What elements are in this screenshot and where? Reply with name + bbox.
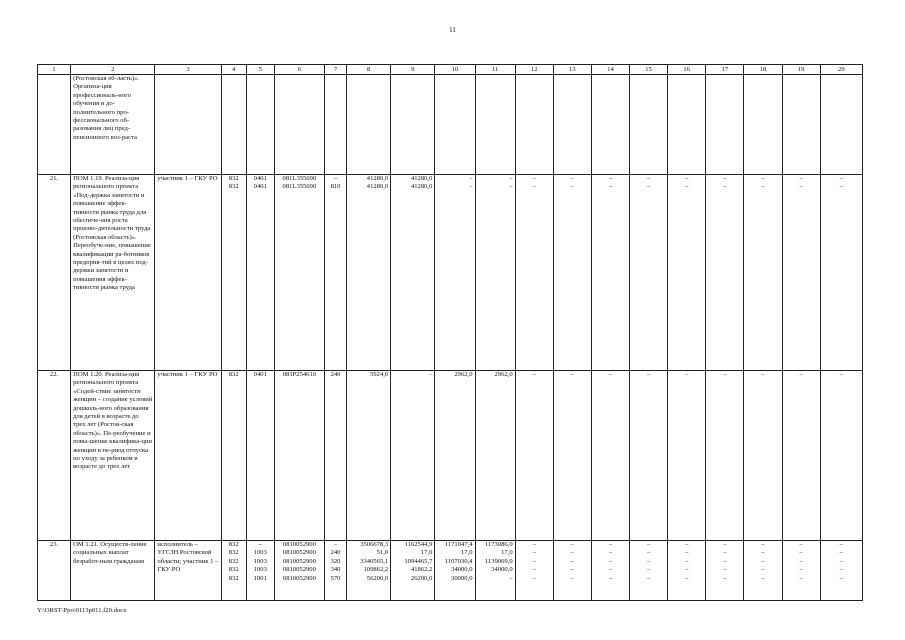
cell-value: 109862,2 [363,566,389,574]
cell-c6 [274,175,324,371]
cell-c8 [347,541,391,601]
cell-value: 1003 [253,557,267,565]
cell-value: – [839,574,843,582]
cell-value: – [685,183,689,191]
cell-c7 [324,371,346,541]
cell-c6 [274,75,324,175]
cell-value: 832 [228,566,239,574]
cell-c15 [630,541,668,601]
cell-c7 [324,541,346,601]
cell-value: – [761,566,765,574]
cell-c10 [435,75,475,175]
cell-c5 [246,541,274,601]
column-header: 5 [246,65,274,75]
cell-c17 [706,371,744,541]
cell-value: – [608,541,613,548]
cell-value: – [532,175,536,182]
cell-value: 081P254610 [282,371,317,378]
row-number: 22. [38,371,71,541]
cell-value: – [723,183,727,191]
cell-c10 [435,175,475,371]
page-number: 11 [449,26,456,34]
cell-c19 [782,175,820,371]
column-header: 18 [744,65,782,75]
column-header: 11 [475,65,515,75]
cell-c11 [475,371,515,541]
cell-value: – [839,371,843,378]
cell-value: – [333,541,338,548]
cell-value: – [646,574,651,582]
cell-c11 [475,175,515,371]
cell-value: 1001 [253,574,267,582]
cell-c6 [274,371,324,541]
cell-value: – [799,549,803,557]
executor: участник 1 – ГКУ РО [155,175,221,371]
cell-value: 1162544,9 [404,541,433,548]
column-header: 15 [630,65,668,75]
cell-value: – [429,371,433,378]
cell-value: 1107030,4 [444,557,473,565]
column-header: 16 [668,65,706,75]
cell-value: – [761,541,765,548]
cell-c13 [553,75,591,175]
cell-c11 [475,541,515,601]
cell-value: – [570,183,574,191]
cell-value: – [839,183,843,191]
cell-c8 [347,371,391,541]
cell-value: 2962,0 [494,371,513,378]
cell-c16 [668,541,706,601]
cell-c10 [435,541,475,601]
cell-value: 30000,0 [451,574,473,582]
measure-name: (Ростовская об-ласть)». Организа-ция профессиональ-ного обучения и до-полнительного про-фессионального об-разования лиц пред-пенсионного воз-раста [71,75,155,175]
header-row [38,65,863,75]
cell-value: 1173086,0 [484,541,513,548]
cell-value: 1171047,4 [444,541,473,548]
cell-value: – [723,566,727,574]
cell-c17 [706,175,744,371]
cell-value: – [570,175,574,182]
cell-value: 810 [330,183,341,191]
cell-value: – [509,175,513,182]
cell-value: – [608,574,613,582]
cell-c16 [668,175,706,371]
table-row [38,541,863,601]
measure-name: ОМ 1.21. Осуществ-ление социальных выплат безработ-ным гражданам [71,541,155,601]
column-header: 8 [347,65,391,75]
cell-value: – [761,549,765,557]
cell-value: 320 [330,557,341,565]
cell-c13 [553,175,591,371]
cell-c12 [515,175,553,371]
cell-value: – [723,549,727,557]
cell-value: – [685,549,689,557]
cell-value: 240 [330,371,341,378]
table-row [38,175,863,371]
cell-value: – [839,549,843,557]
cell-c15 [630,75,668,175]
cell-value: 41280,0 [410,175,433,182]
cell-c13 [553,371,591,541]
column-header: 9 [391,65,435,75]
cell-value: 832 [228,574,239,582]
cell-value: – [469,183,473,191]
cell-value: 0810052900 [282,574,316,582]
cell-value: – [532,541,536,548]
column-header: 7 [324,65,346,75]
cell-c20 [820,75,862,175]
cell-value: 570 [330,574,341,582]
cell-value: 081L355690 [282,183,317,191]
cell-value: 17,0 [501,549,513,557]
cell-c7 [324,75,346,175]
cell-c5 [246,175,274,371]
cell-value: 0401 [253,371,267,378]
cell-value: – [761,574,765,582]
cell-value: 832 [228,549,239,557]
cell-value: 56200,0 [366,574,389,582]
cell-value: 832 [228,175,239,182]
cell-value: – [646,549,651,557]
cell-value: – [532,557,536,565]
cell-value: – [532,371,536,378]
measure-name: ПОМ 1.19. Реализа-ция регионального проекта «Под-держка занятости и повышение эффек-тивности рынка труда для обеспече-ния роста произво-дительности труда (Ростовская область)». Переобуче-ние, повышение квалификации ра-ботников предприя-тий в целях под-держки занятости и повышения эффек-тивности рынка труда [71,175,155,371]
executor: участник 1 – ГКУ РО [155,371,221,541]
column-header: 17 [706,65,744,75]
cell-value: 41280,0 [366,175,389,182]
cell-value: – [799,183,803,191]
cell-value: 51,0 [376,549,389,557]
cell-value: – [761,371,765,378]
cell-c10 [435,371,475,541]
cell-c12 [515,541,553,601]
cell-value: – [469,175,473,182]
cell-value: – [646,175,651,182]
cell-value: 41862,2 [410,566,433,574]
cell-c4 [221,541,246,601]
cell-value: 1003 [253,566,267,574]
cell-c5 [246,371,274,541]
cell-value: – [839,541,843,548]
cell-value: – [608,175,613,182]
cell-c8 [347,175,391,371]
cell-c19 [782,75,820,175]
cell-c20 [820,175,862,371]
cell-value: – [570,566,574,574]
table-row [38,371,863,541]
cell-value: – [532,183,536,191]
cell-value: – [608,371,613,378]
cell-c9 [391,541,435,601]
cell-value: – [532,566,536,574]
cell-value: 832 [228,541,239,548]
budget-table [37,64,863,601]
cell-c11 [475,75,515,175]
cell-value: – [570,371,574,378]
row-number: 23. [38,541,71,601]
cell-value: 0810052900 [282,549,316,557]
cell-c16 [668,371,706,541]
cell-value: – [839,175,843,182]
cell-value: – [799,566,803,574]
cell-c20 [820,541,862,601]
column-header: 14 [591,65,629,75]
cell-c18 [744,541,782,601]
executor [155,75,221,175]
cell-value: – [608,549,613,557]
cell-value: 340 [330,566,341,574]
column-header: 3 [155,65,221,75]
cell-c18 [744,75,782,175]
cell-value: 0810052900 [282,557,316,565]
column-header: 6 [274,65,324,75]
cell-value: – [570,574,574,582]
cell-c18 [744,371,782,541]
cell-value: 17,0 [460,549,473,557]
cell-value: – [685,175,689,182]
cell-c9 [391,75,435,175]
cell-value: 5924,0 [370,371,389,378]
cell-value: – [799,541,803,548]
cell-c7 [324,175,346,371]
cell-c8 [347,75,391,175]
cell-c15 [630,175,668,371]
cell-value: – [685,541,689,548]
cell-value: 34000,0 [491,566,513,574]
cell-value: – [532,574,536,582]
measure-name: ПОМ 1.20. Реализа-ция регионального проекта «Содей-ствие занятости женщин – создание условий дошколь-ного образования для детей в возрасте до трех лет (Ростов-ская область)». Пе-реобучение и повы-шение квалифика-ции женщин в пе-риод отпуска по уходу за ребенком в возрасте до трех лет [71,371,155,541]
cell-value: 2962,0 [454,371,473,378]
column-header: 20 [820,65,862,75]
document-path: Y:\ORST\Ppo\0113p011.f20.docx [37,607,127,614]
cell-value: – [646,371,651,378]
cell-value: 832 [228,557,239,565]
cell-value: 240 [330,549,341,557]
cell-value: – [570,557,574,565]
cell-value: – [723,557,727,565]
cell-c6 [274,541,324,601]
cell-c14 [591,175,629,371]
cell-value: – [799,574,803,582]
cell-c4 [221,371,246,541]
cell-value: – [799,557,803,565]
cell-c16 [668,75,706,175]
cell-value: – [685,557,689,565]
cell-value: – [509,183,513,191]
cell-value: – [333,175,338,182]
cell-c4 [221,175,246,371]
cell-c17 [706,75,744,175]
table-row [38,75,863,175]
cell-c19 [782,371,820,541]
cell-c15 [630,371,668,541]
cell-c4 [221,75,246,175]
cell-value: 26200,0 [410,574,433,582]
cell-c19 [782,541,820,601]
row-number [38,75,71,175]
cell-value: 41280,0 [410,183,433,191]
cell-value: – [723,541,727,548]
cell-value: – [646,541,651,548]
cell-c14 [591,371,629,541]
cell-c13 [553,541,591,601]
cell-value: – [723,175,727,182]
row-number: 21. [38,175,71,371]
cell-value: – [608,183,613,191]
cell-value: 34000,0 [451,566,473,574]
cell-value: 0401 [253,175,267,182]
cell-c12 [515,371,553,541]
cell-value: – [761,175,765,182]
cell-value: – [258,541,262,548]
cell-value: – [839,557,843,565]
cell-value: 0401 [253,183,267,191]
cell-value: – [685,574,689,582]
cell-value: – [570,549,574,557]
cell-value: 17,0 [420,549,433,557]
cell-value: – [608,557,613,565]
column-header: 10 [435,65,475,75]
cell-value: – [646,566,651,574]
cell-value: – [608,566,613,574]
cell-value: 0810052900 [282,541,316,548]
column-header: 13 [553,65,591,75]
column-header: 12 [515,65,553,75]
cell-c9 [391,371,435,541]
cell-c14 [591,75,629,175]
cell-value: 081L355690 [282,175,317,182]
cell-value: 832 [228,371,239,378]
cell-value: 3340565,1 [360,557,389,565]
cell-value: – [685,371,689,378]
cell-value: – [646,557,651,565]
cell-value: – [646,183,651,191]
cell-value: – [799,175,803,182]
cell-value: – [761,557,765,565]
column-header: 1 [38,65,71,75]
cell-value: – [570,541,574,548]
cell-value: – [723,371,727,378]
cell-c9 [391,175,435,371]
cell-value: – [761,183,765,191]
cell-value: 1139069,0 [484,557,513,565]
cell-value: – [685,566,689,574]
cell-value: – [509,574,513,582]
cell-c5 [246,75,274,175]
cell-value: 832 [228,183,239,191]
cell-c17 [706,541,744,601]
cell-c14 [591,541,629,601]
cell-value: – [799,371,803,378]
cell-value: 1094465,7 [404,557,433,565]
column-header: 19 [782,65,820,75]
cell-value: 1003 [253,549,267,557]
cell-value: – [839,566,843,574]
column-header: 4 [221,65,246,75]
cell-value: 41280,0 [366,183,389,191]
cell-c20 [820,371,862,541]
cell-value: 3506678,3 [360,541,389,548]
cell-c12 [515,75,553,175]
cell-value: 0810052900 [282,566,316,574]
executor: исполнитель – УГСЗН Ростовской области; участник 1 – ГКУ РО [155,541,221,601]
cell-value: – [532,549,536,557]
column-header: 2 [71,65,155,75]
cell-c18 [744,175,782,371]
cell-value: – [723,574,727,582]
